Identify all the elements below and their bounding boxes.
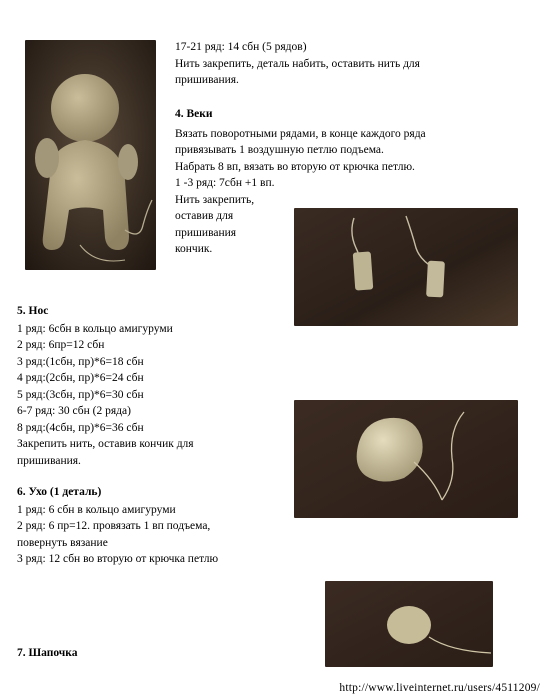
footer-url: http://www.liveinternet.ru/users/4511209/	[339, 681, 540, 694]
photo-eyelids	[294, 208, 518, 326]
section-ear	[17, 484, 218, 568]
crocheted-nose-image	[294, 400, 518, 518]
text-line: оставив для	[175, 210, 234, 222]
text-line: Набрать 8 вп, вязать во вторую от крючка петлю.	[175, 160, 415, 173]
section-nose	[17, 303, 194, 469]
section-top	[175, 39, 420, 89]
text-line: Закрепить нить, оставив кончик для	[17, 438, 194, 450]
text-line: 1 ряд: 6сбн в кольцо амигуруми	[17, 322, 173, 335]
crocheted-eyelids-image	[294, 208, 518, 326]
section-heading: 6. Ухо (1 деталь)	[17, 486, 102, 498]
text-line: 5 ряд:(3сбн, пр)*6=30 сбн	[17, 388, 144, 401]
text-line: 4 ряд:(2сбн, пр)*6=24 сбн	[17, 372, 144, 384]
crocheted-ear-image	[325, 581, 493, 667]
text-line: кончик.	[175, 243, 213, 255]
photo-nose	[294, 400, 518, 518]
text-line: Нить закрепить,	[175, 193, 255, 206]
section-hat	[17, 645, 78, 662]
text-line: 3 ряд:(1сбн, пр)*6=18 сбн	[17, 355, 144, 368]
text-line: Вязать поворотными рядами, в конце каждого ряда	[175, 127, 426, 140]
photo-ear	[325, 581, 493, 667]
section-heading: 7. Шапочка	[17, 647, 78, 659]
text-line: пришивания.	[175, 74, 239, 86]
text-line: Нить закрепить, деталь набить, оставить нить для	[175, 57, 420, 70]
text-line: повернуть вязание	[17, 536, 108, 549]
text-line: 2 ряд: 6 пр=12. провязать 1 вп подъема,	[17, 520, 211, 532]
crocheted-toy-body-image	[25, 40, 156, 270]
section-heading: 5. Нос	[17, 305, 49, 317]
text-line: 6-7 ряд: 30 сбн (2 ряда)	[17, 405, 131, 417]
text-line: 17-21 ряд: 14 сбн (5 рядов)	[175, 41, 307, 53]
text-line: 2 ряд: 6пр=12 сбн	[17, 339, 105, 351]
text-line: 1 -3 ряд: 7сбн +1 вп.	[175, 177, 275, 189]
photo-toy-body	[25, 40, 156, 270]
text-line: пришивания	[175, 226, 237, 239]
text-line: 1 ряд: 6 сбн в кольцо амигуруми	[17, 503, 176, 516]
text-line: 8 ряд:(4сбн, пр)*6=36 сбн	[17, 421, 144, 434]
text-line: пришивания.	[17, 454, 81, 467]
text-line: привязывать 1 воздушную петлю подъема.	[175, 144, 384, 156]
text-line: 3 ряд: 12 сбн во вторую от крючка петлю	[17, 553, 219, 565]
section-heading: 4. Веки	[175, 108, 213, 120]
